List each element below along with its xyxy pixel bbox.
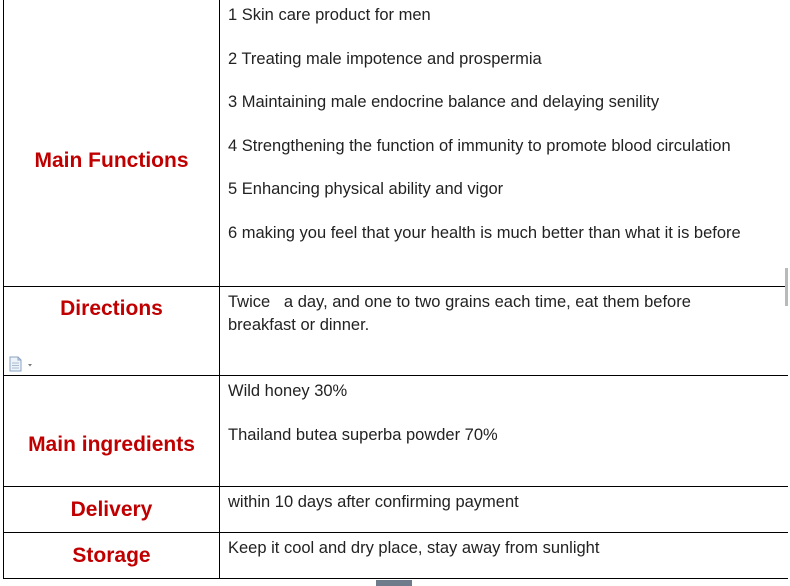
document-icon[interactable]: [9, 356, 35, 372]
ingredient-line: Wild honey 30%: [228, 382, 348, 400]
row-value-cell: [221, 0, 788, 286]
row-label-cell: [4, 376, 220, 486]
function-line: 6 making you feel that your health is much better than what it is before: [228, 223, 741, 242]
row-label-cell: [4, 533, 220, 578]
table-row-directions: [4, 287, 788, 376]
scrollbar-edge[interactable]: [785, 268, 788, 306]
directions-text: Twice a day, and one to two grains each time, eat them before breakfast or dinner.: [228, 293, 696, 334]
delivery-text: within 10 days after confirming payment: [228, 493, 519, 511]
ingredient-line: Thailand butea superba powder 70%: [228, 425, 498, 444]
row-value-cell: [221, 287, 788, 375]
table-row-delivery: [4, 487, 788, 533]
row-label: Main ingredients: [28, 433, 195, 456]
row-value-cell: [221, 533, 788, 578]
table-row-storage: [4, 533, 788, 578]
function-line: 4 Strengthening the function of immunity to promote blood circulation: [228, 136, 731, 155]
function-line: 2 Treating male impotence and prospermia: [228, 49, 542, 68]
product-info-table: [3, 0, 788, 579]
row-label: Storage: [72, 543, 151, 567]
function-line: 5 Enhancing physical ability and vigor: [228, 180, 504, 198]
row-label: Main Functions: [34, 149, 189, 172]
row-label-cell: [4, 487, 220, 532]
row-label-cell: [4, 287, 220, 375]
table-row-main-functions: [4, 0, 788, 287]
row-value-cell: [221, 487, 788, 532]
function-line: 1 Skin care product for men: [228, 6, 431, 24]
row-label: Delivery: [70, 497, 153, 521]
resize-handle[interactable]: [376, 580, 412, 586]
row-label: Directions: [60, 297, 163, 320]
row-label-cell: [4, 0, 220, 286]
row-value-cell: [221, 376, 788, 486]
function-line: 3 Maintaining male endocrine balance and delaying senility: [228, 93, 660, 111]
table-row-main-ingredients: [4, 376, 788, 487]
storage-text: Keep it cool and dry place, stay away from sunlight: [228, 539, 600, 557]
